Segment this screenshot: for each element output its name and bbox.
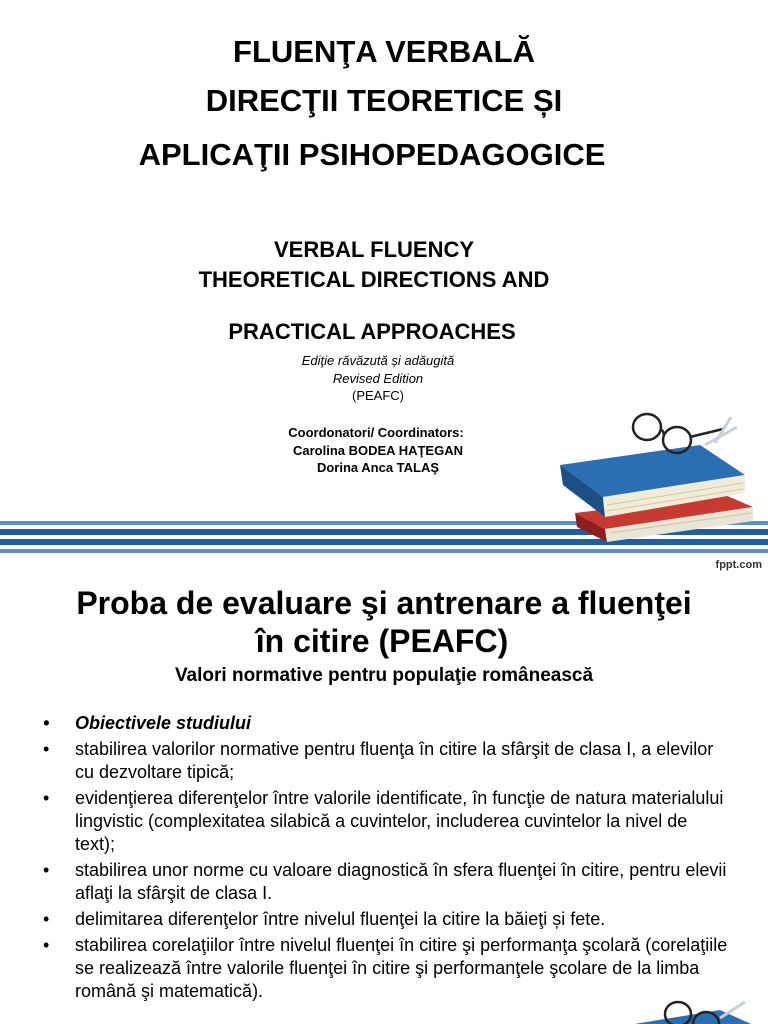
slide2-title-line-2: în citire (PEAFC) [255,623,509,659]
title-en-line-1: VERBAL FLUENCY [273,237,475,262]
peafc-slide [0,576,768,1024]
slide2-title-line-1: Proba de evaluare şi antrenare a fluenţei [76,585,692,621]
objectives-heading: • Obiectivele studiului [40,712,730,735]
list-item: • stabilirea corelaţiilor între nivelul fluenţei în citire şi performanţa şcolară (corelaţiile se realizează între valorile fluenţei în citire şi performanţele şcolare de la limba română şi matematică). [40,934,730,1003]
edition-en: Revised Edition [332,371,424,386]
title-en-line-2: THEORETICAL DIRECTIONS AND [198,267,550,292]
coordinators-label: Coordonatori/ Coordinators: [288,425,464,440]
edition-ro: Ediţie răvăzută și adăugită [301,353,455,368]
title-en-line-3: PRACTICAL APPROACHES [228,319,516,344]
list-item: • delimitarea diferenţelor între nivelul fluenţei la citire la băieţi și fete. [40,908,730,931]
objectives-list [40,712,730,1006]
list-item: • evidenţierea diferenţelor între valorile identificate, în funcţie de natura materialului lingvistic (complexitatea silabică a cuvintelor, includerea cuvintelor la nivel de text); [40,787,730,856]
list-item: • stabilirea valorilor normative pentru fluenţa în citire la sfârşit de clasa I, a elevilor cu dezvoltare tipică; [40,738,730,784]
glasses-icon [633,414,723,453]
books-illustration-partial [610,988,768,1024]
acronym: (PEAFC) [352,388,404,403]
coordinator-2: Dorina Anca TALAŞ [316,460,440,475]
title-ro-line-1: FLUENŢA VERBALĂ [233,34,535,69]
slide2-subtitle: Valori normative pentru populaţie românească [174,665,594,686]
title-ro-line-3: APLICAŢII PSIHOPEDAGOGICE [138,137,606,172]
title-ro-line-2: DIRECŢII TEORETICE ȘI [205,83,563,118]
books-illustration [555,405,768,545]
list-item: • stabilirea unor norme cu valoare diagnostică în sfera fluenţei în citire, pentru elevii aflaţi la sfârşit de clasa I. [40,859,730,905]
coordinator-1: Carolina BODEA HAŢEGAN [293,443,463,458]
fppt-watermark: fppt.com [715,559,762,571]
